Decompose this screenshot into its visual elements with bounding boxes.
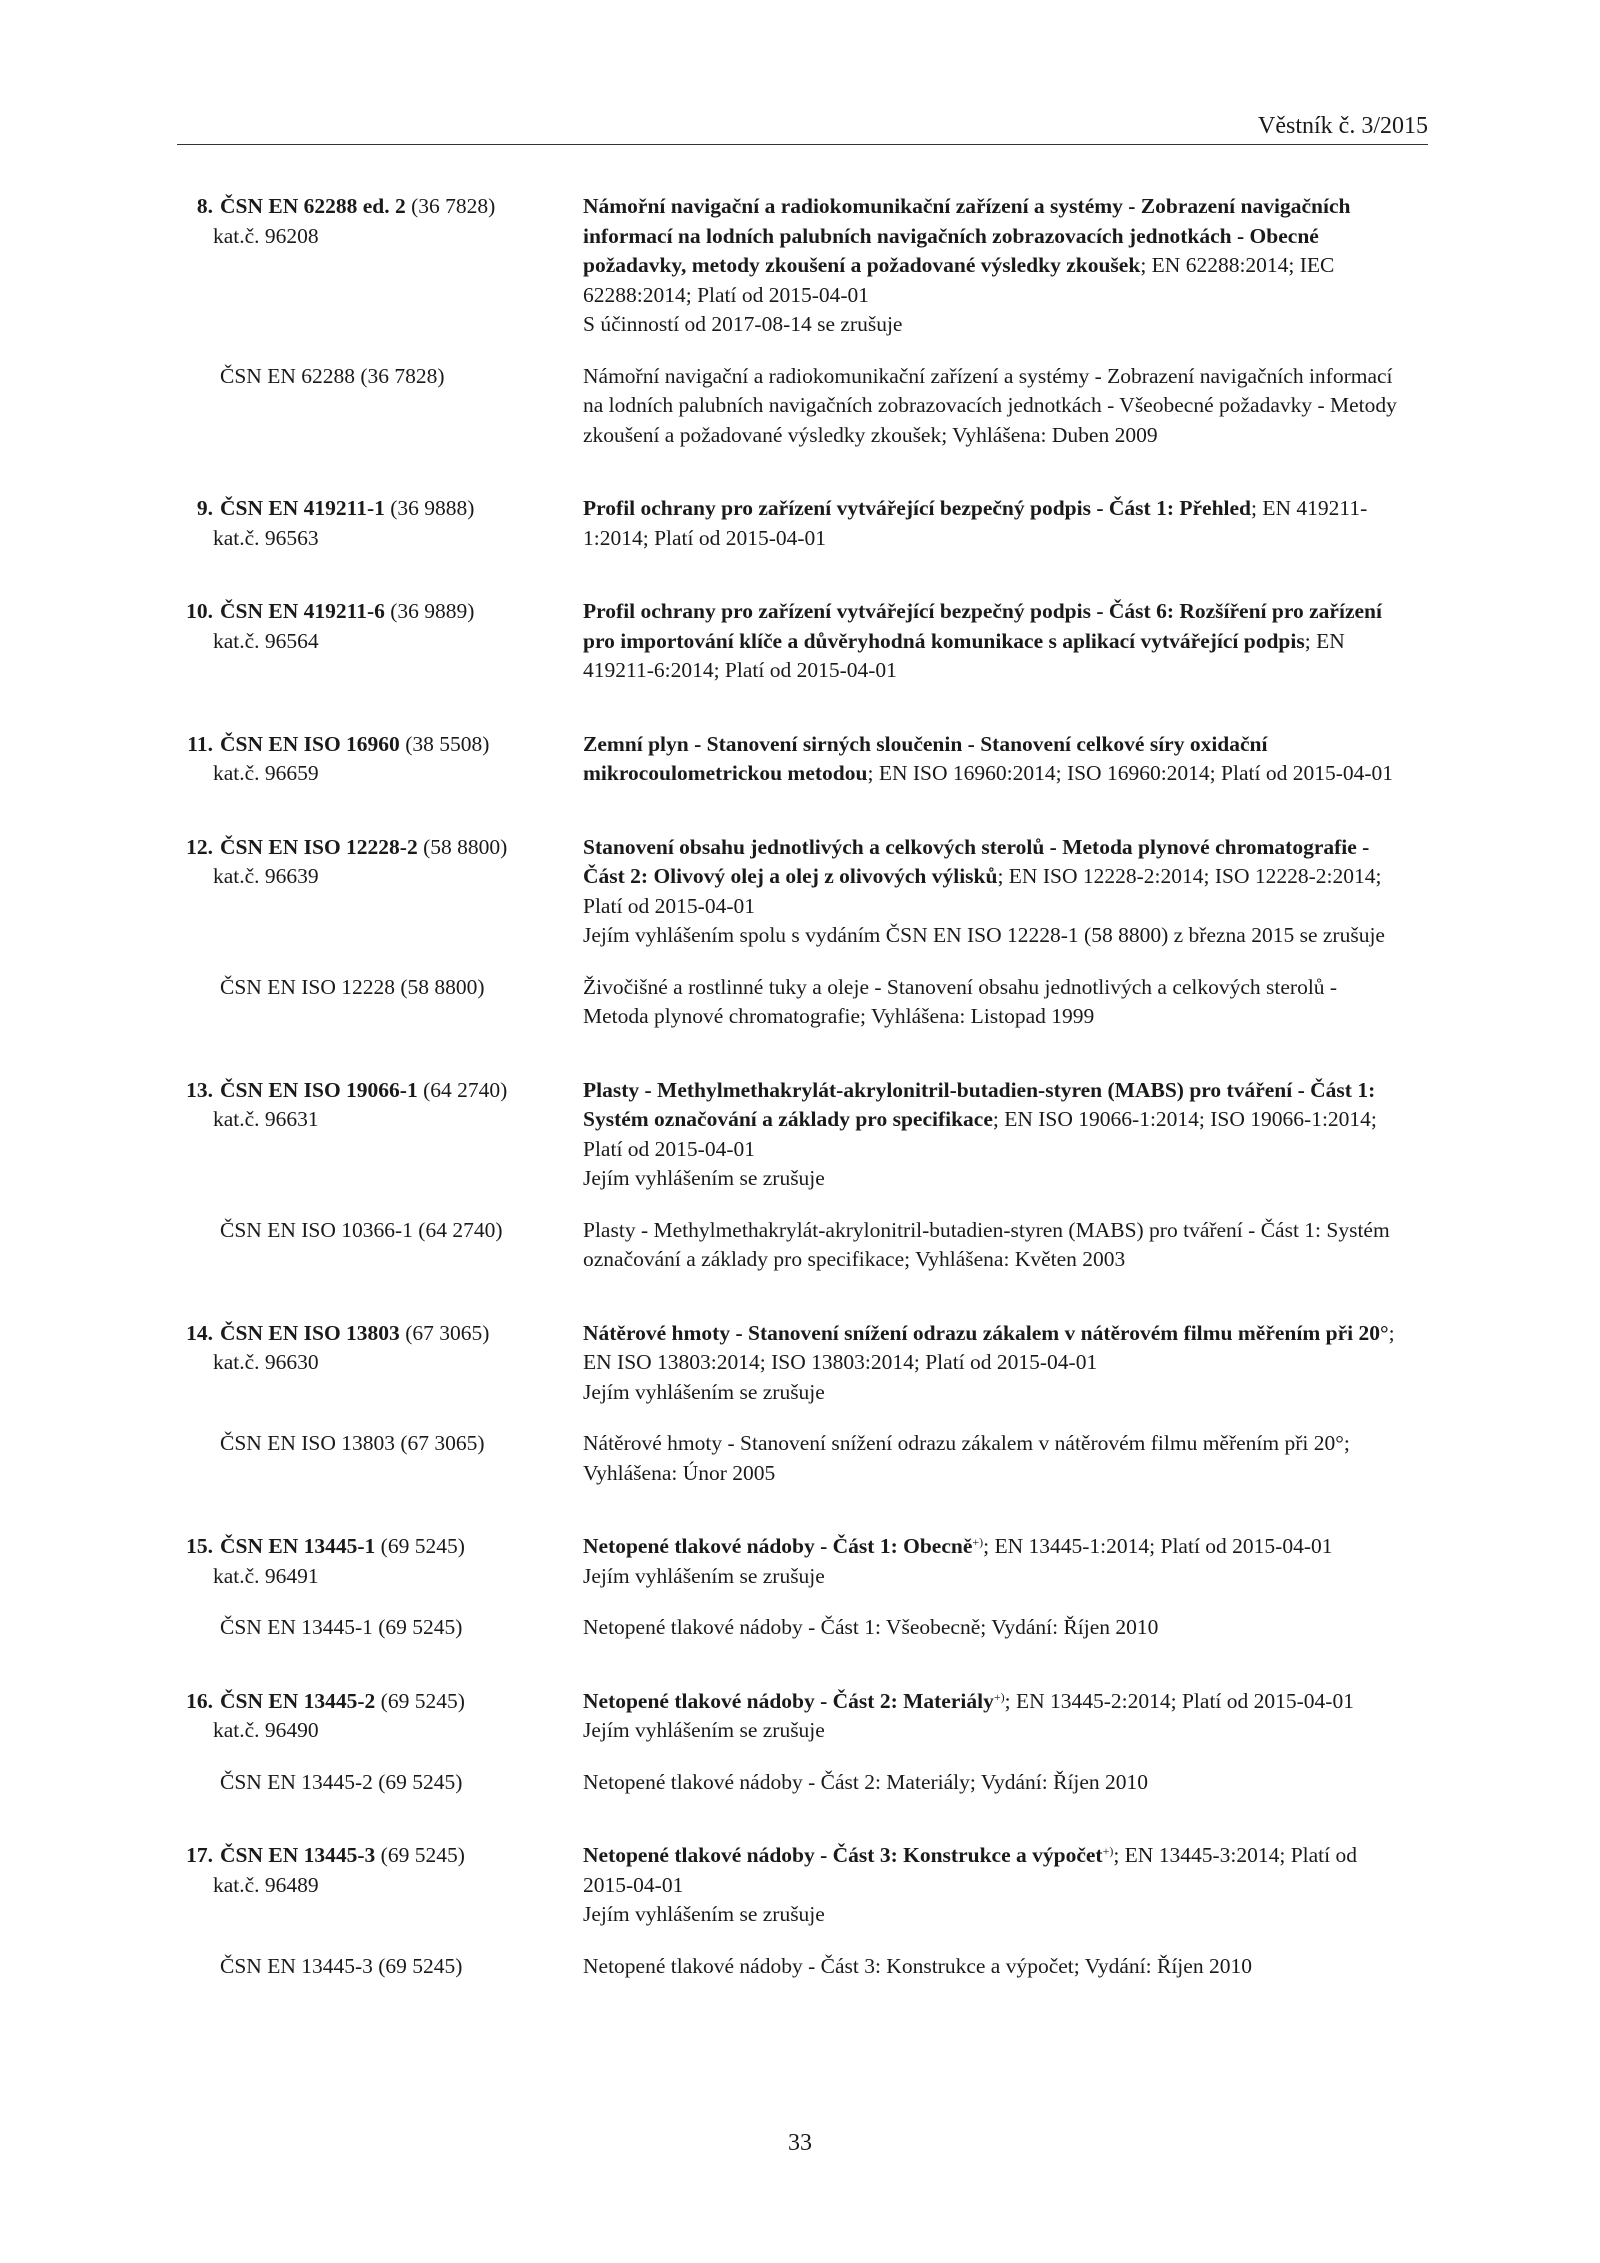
entry-details: ; EN 419211-1:2014; Platí od 2015-04-01 [583,496,1368,550]
entry-code-line [0,1076,583,1106]
entry-description [583,1532,1403,1591]
entry-code-bold: ČSN EN 13445-3 [220,1843,376,1867]
entry-code [213,1076,507,1106]
standard-entry [0,1319,1600,1489]
entry-code [213,1319,489,1349]
entry-code-bold: ČSN EN 13445-1 [220,1534,376,1558]
entry-title: Profil ochrany pro zařízení vytvářející bezpečný podpis - Část 6: Rozšíření pro zařízení pro importování klíče a důvěryhodná komunikace s aplikací vytvářející podpis [583,599,1382,653]
entry-code-bold: ČSN EN ISO 12228-2 [220,834,418,859]
page-number: 33 [788,2130,812,2156]
entry-code-column [0,1687,583,1746]
entry-code-column [0,1319,583,1408]
entry-main-row [0,1076,1600,1194]
entry-note: Jejím vyhlášením spolu s vydáním ČSN EN ISO 12228-1 (58 8800) z března 2015 se zrušuje [583,923,1385,947]
entry-code-class: (67 3065) [399,1320,490,1345]
entry-code [213,494,474,524]
entry-title-line [583,1841,1403,1900]
entry-code-line [0,597,583,627]
entry-code-line [0,833,583,863]
entry-code-class: (36 9888) [384,496,475,520]
entry-code-column [0,1076,583,1194]
entry-main-row [0,192,1600,340]
replaced-standard-row [0,1613,1600,1643]
entry-note: Jejím vyhlášením se zrušuje [583,1379,825,1404]
replaced-standard-code: ČSN EN ISO 10366-1 (64 2740) [220,1217,503,1242]
entry-title-line [583,1532,1403,1562]
replaced-standard-description: Nátěrové hmoty - Stanovení snížení odrazu zákalem v nátěrovém filmu měřením při 20°; Vyhlášena: Únor 2005 [583,1431,1350,1485]
entry-details: ; EN 13445-2:2014; Platí od 2015-04-01 [1004,1688,1354,1713]
standard-entry [0,1532,1600,1643]
replaced-standard-code: ČSN EN ISO 13803 (67 3065) [220,1431,485,1455]
entry-code [213,192,495,222]
replaced-standard-code: ČSN EN 13445-2 (69 5245) [220,1769,463,1794]
entry-catalog-number: kat.č. 96630 [213,1350,319,1374]
replaced-standard-row [0,973,1600,1032]
entry-details: ; EN ISO 12228-2:2014; ISO 12228-2:2014; Platí od 2015-04-01 [583,864,1382,918]
replaced-standard-description: Netopené tlakové nádoby - Část 3: Konstrukce a výpočet; Vydání: Říjen 2010 [583,1953,1252,1978]
entry-title: Plasty - Methylmethakrylát-akrylonitril-butadien-styren (MABS) pro tváření - Část 1: Systém označování a základy pro specifikace [583,1077,1376,1131]
standard-entry [0,730,1600,789]
entry-main-row [0,597,1600,686]
entry-code-line [0,192,583,222]
entry-code-class: (58 8800) [417,834,508,859]
entry-number: 10. [186,599,213,623]
entry-number: 15. [186,1534,213,1558]
entry-main-row [0,833,1600,951]
entry-details: ; EN ISO 13803:2014; ISO 13803:2014; Platí od 2015-04-01 [583,1320,1395,1374]
entry-note: Jejím vyhlášením se zrušuje [583,1718,825,1742]
entry-catalog-number: kat.č. 96491 [213,1563,319,1588]
standard-entry [0,1841,1600,1981]
entry-title-line [583,730,1403,789]
entry-catalog-number: kat.č. 96631 [213,1107,319,1131]
entry-details: ; EN ISO 19066-1:2014; ISO 19066-1:2014; Platí od 2015-04-01 [583,1107,1377,1161]
entry-title: Stanovení obsahu jednotlivých a celkových sterolů - Metoda plynové chromatografie - Část 2: Olivový olej a olej z olivových výlisků [583,834,1370,888]
entry-code-class: (36 9889) [384,599,475,623]
entry-note: Jejím vyhlášením se zrušuje [583,1902,825,1926]
entry-note: Jejím vyhlášením se zrušuje [583,1166,825,1190]
entry-title-line [583,597,1403,686]
entry-code-column [0,1532,583,1591]
entry-description [583,1687,1403,1746]
entry-code-column [0,833,583,951]
entry-details: ; EN 62288:2014; IEC 62288:2014; Platí od 2015-04-01 [583,253,1335,307]
entry-code-class: (69 5245) [375,1688,465,1713]
entry-number: 17. [186,1843,213,1867]
page-header-title: Věstník č. 3/2015 [1258,113,1428,139]
standard-entry [0,494,1600,553]
entry-code-line [0,1841,583,1871]
entry-main-row [0,1319,1600,1408]
entry-code-column [0,730,583,789]
entry-catalog-number: kat.č. 96489 [213,1872,319,1897]
standard-entry [0,833,1600,1032]
entry-note: Jejím vyhlášením se zrušuje [583,1563,825,1588]
standards-list [0,192,1600,2025]
entry-description [583,1319,1403,1408]
entry-code [213,730,489,760]
replaced-standard-code: ČSN EN 13445-1 (69 5245) [220,1615,463,1639]
replaced-standard-code: ČSN EN 13445-3 (69 5245) [220,1953,463,1978]
entry-description [583,730,1403,789]
replaced-standard-row [0,362,1600,451]
entry-title-note-mark: +) [1102,1844,1114,1858]
entry-code-class: (38 5508) [399,731,490,756]
standard-entry [0,597,1600,686]
entry-title: Netopené tlakové nádoby - Část 1: Obecně [583,1534,973,1558]
entry-number: 14. [186,1320,213,1345]
replaced-standard-row [0,1768,1600,1798]
entry-title: Námořní navigační a radiokomunikační zařízení a systémy - Zobrazení navigačních informací na lodních palubních navigačních zobrazovacích jednotkách - Obecné požadavky, metody zkoušení a požadované výsledky zkoušek [583,194,1351,277]
entry-catalog-number: kat.č. 96659 [213,761,319,785]
entry-code-line [0,1319,583,1349]
entry-code [213,597,474,627]
entry-catalog-number: kat.č. 96208 [213,223,319,248]
entry-code-class: (36 7828) [405,194,496,218]
replaced-standard-description: Námořní navigační a radiokomunikační zařízení a systémy - Zobrazení navigačních informací na lodních palubních navigačních zobrazovacích jednotkách - Všeobecné požadavky - Metody zkoušení a požadované výsledky zkoušek; Vyhlášena: Duben 2009 [583,363,1397,447]
entry-title-line [583,192,1403,310]
entry-main-row [0,730,1600,789]
entry-main-row [0,1687,1600,1746]
entry-code-class: (64 2740) [417,1077,508,1102]
entry-code-bold: ČSN EN 419211-6 [220,599,385,623]
entry-title-line [583,833,1403,922]
entry-code-column [0,192,583,340]
entry-code-class: (69 5245) [375,1534,465,1558]
entry-title-line [583,1076,1403,1165]
entry-title-note-mark: +) [972,1535,984,1549]
replaced-standard-code: ČSN EN ISO 12228 (58 8800) [220,974,485,999]
entry-catalog-number: kat.č. 96564 [213,628,319,653]
entry-code-line [0,1687,583,1717]
entry-code-class: (69 5245) [375,1843,465,1867]
entry-title-line [583,1687,1403,1717]
entry-description [583,1841,1403,1930]
entry-description [583,494,1403,553]
entry-code-bold: ČSN EN ISO 19066-1 [220,1077,418,1102]
entry-code-bold: ČSN EN ISO 13803 [220,1320,400,1345]
entry-title: Nátěrové hmoty - Stanovení snížení odrazu zákalem v nátěrovém filmu měřením při 20° [583,1320,1389,1345]
entry-catalog-number: kat.č. 96563 [213,525,319,550]
entry-description [583,833,1403,951]
entry-code [213,1841,465,1871]
entry-code-line [0,730,583,760]
entry-title: Netopené tlakové nádoby - Část 3: Konstrukce a výpočet [583,1843,1103,1867]
standard-entry [0,1687,1600,1798]
entry-title-note-mark: +) [993,1689,1005,1704]
entry-title-line [583,1319,1403,1378]
entry-code-bold: ČSN EN 62288 ed. 2 [220,194,406,218]
entry-code-column [0,494,583,553]
replaced-standard-row [0,1952,1600,1982]
entry-details: ; EN 13445-1:2014; Platí od 2015-04-01 [983,1534,1333,1558]
replaced-standard-description: Plasty - Methylmethakrylát-akrylonitril-butadien-styren (MABS) pro tváření - Část 1: Systém označování a základy pro specifikace; Vyhlášena: Květen 2003 [583,1217,1390,1271]
entry-code-column [0,1841,583,1930]
replaced-standard-row [0,1429,1600,1488]
entry-description [583,192,1403,340]
replaced-standard-description: Netopené tlakové nádoby - Část 1: Všeobecně; Vydání: Říjen 2010 [583,1615,1159,1639]
entry-description [583,1076,1403,1194]
entry-details: ; EN 13445-3:2014; Platí od 2015-04-01 [583,1843,1357,1897]
entry-description [583,597,1403,686]
entry-code-bold: ČSN EN 13445-2 [220,1688,376,1713]
standard-entry [0,1076,1600,1275]
entry-number: 11. [187,731,213,756]
entry-code [213,833,507,863]
entry-code-column [0,597,583,686]
entry-title: Profil ochrany pro zařízení vytvářející bezpečný podpis - Část 1: Přehled [583,496,1252,520]
entry-title-line [583,494,1403,553]
entry-code-bold: ČSN EN ISO 16960 [220,731,400,756]
entry-details: ; EN ISO 16960:2014; ISO 16960:2014; Platí od 2015-04-01 [867,761,1394,785]
entry-number: 13. [186,1077,213,1102]
entry-code [213,1532,465,1562]
entry-title: Zemní plyn - Stanovení sirných sloučenin - Stanovení celkové síry oxidační mikrocoulometrickou metodou [583,731,1268,785]
entry-main-row [0,1532,1600,1591]
replaced-standard-description: Živočišné a rostlinné tuky a oleje - Stanovení obsahu jednotlivých a celkových sterolů - Metoda plynové chromatografie; Vyhlášena: Listopad 1999 [583,974,1338,1028]
entry-catalog-number: kat.č. 96639 [213,864,319,888]
replaced-standard-description: Netopené tlakové nádoby - Část 2: Materiály; Vydání: Říjen 2010 [583,1769,1149,1794]
entry-note: S účinností od 2017-08-14 se zrušuje [583,312,903,336]
replaced-standard-code: ČSN EN 62288 (36 7828) [220,363,445,388]
entry-code [213,1687,465,1717]
entry-number: 9. [196,496,213,520]
replaced-standard-row [0,1216,1600,1275]
entry-number: 8. [196,194,213,218]
entry-code-bold: ČSN EN 419211-1 [220,496,385,520]
standard-entry [0,192,1600,450]
entry-title: Netopené tlakové nádoby - Část 2: Materiály [583,1688,994,1713]
header-rule [177,144,1428,145]
entry-main-row [0,494,1600,553]
entry-code-line [0,1532,583,1562]
entry-catalog-number: kat.č. 96490 [213,1718,319,1742]
entry-number: 12. [186,834,213,859]
entry-main-row [0,1841,1600,1930]
entry-details: ; EN 419211-6:2014; Platí od 2015-04-01 [583,628,1345,682]
entry-number: 16. [186,1688,213,1713]
entry-code-line [0,494,583,524]
